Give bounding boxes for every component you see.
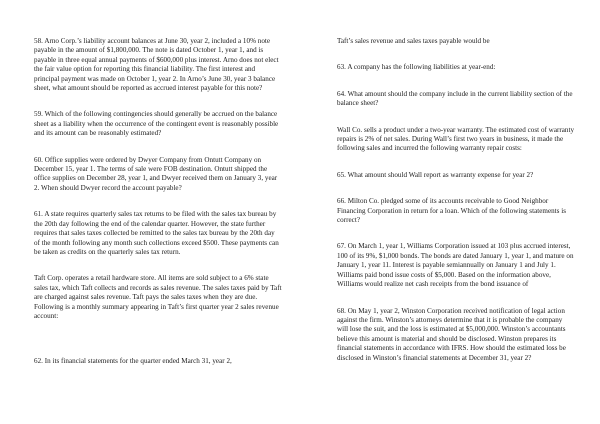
question-61: 61. A state requires quarterly sales tax returns to be filed with the sales tax bureau by the 20th day following the end of the calendar quarter. However, the state further requires that sales taxes collected be remitted to the sales tax bureau by the 20th day of the month following any month such collections exceed $500. These payments can be taken as credits on the quarterly sales tax return. xyxy=(34,210,279,256)
question-68: 68. On May 1, year 2, Winston Corporation received notification of legal action against the firm. Winston’s attorneys determine that it is probable the company will lose the suit, and the loss is estimated at $5,000,000. Winston’s accountants believe this amount is material and should be disclosed. Winston prepares its financial statements in accordance with IFRS. How should the estimated loss be disclosed in Winston’s financial statements at December 31, year 2? xyxy=(337,306,566,362)
taft-scenario: Taft Corp. operates a retail hardware store. All items are sold subject to a 6% state sales tax, which Taft collects and records as sales revenue. The sales taxes paid by Taft are charged against sales revenue. Taft pays the sales taxes when they are due. Following is a monthly summary appearing in Taft’s first quarter year 2 sales revenue account: xyxy=(34,274,282,320)
question-65: 65. What amount should Wall report as warranty expense for year 2? xyxy=(337,170,534,179)
question-59: 59. Which of the following contingencies should generally be accrued on the balance sheet as a liability when the occurrence of the contingent event is reasonably possible and its amount can be reasonably estimated? xyxy=(34,110,279,138)
taft-continued: Taft’s sales revenue and sales taxes payable would be xyxy=(337,37,490,45)
question-67: 67. On March 1, year 1, Williams Corporation issued at 103 plus accrued interest, 100 of its 9%, $1,000 bonds. The bonds are dated January 1, year 1, and mature on January 1, year 11. Interest is payable semiannually on January 1 and July 1. Williams paid bond issue costs of $5,000. Based on the information above, Williams would realize net cash receipts from the bond issuance of xyxy=(337,242,574,289)
question-66: 66. Milton Co. pledged some of its accounts receivable to Good Neighbor Financing Corporation in return for a loan. Which of the following statements is correct? xyxy=(337,197,567,225)
question-63: 63. A company has the following liabilities at year-end: xyxy=(337,63,496,72)
right-column xyxy=(337,37,575,363)
question-60: 60. Office supplies were ordered by Dwyer Company from Ontutt Company on December 15, year 1. The terms of sale were FOB destination. Ontutt shipped the office supplies on December 28, year 1, and Dwyer received them on January 3, year 2. When should Dwyer record the account payable? xyxy=(34,155,278,192)
question-58: 58. Arno Corp.’s liability account balances at June 30, year 2, included a 10% note payable in the amount of $1,800,000. The note is dated October 1, year 1, and is payable in three equal annual payments of $600,000 plus interest. Arno does not elect the fair value option for reporting this financial liability. The first interest and principal payment was made on October 1, year 2. In Arno’s June 30, year 3 balance sheet, what amount should be reported as accrued interest payable for this note? xyxy=(34,37,279,93)
left-column xyxy=(34,37,282,367)
wall-scenario: Wall Co. sells a product under a two-year warranty. The estimated cost of warranty repairs is 2% of net sales. During Wall’s first two years in business, it made the following sales and incurred the following warranty repair costs: xyxy=(337,125,575,153)
question-64: 64. What amount should the company include in the current liability section of the balance sheet? xyxy=(337,89,573,108)
question-62: 62. In its financial statements for the quarter ended March 31, year 2, xyxy=(34,357,232,366)
